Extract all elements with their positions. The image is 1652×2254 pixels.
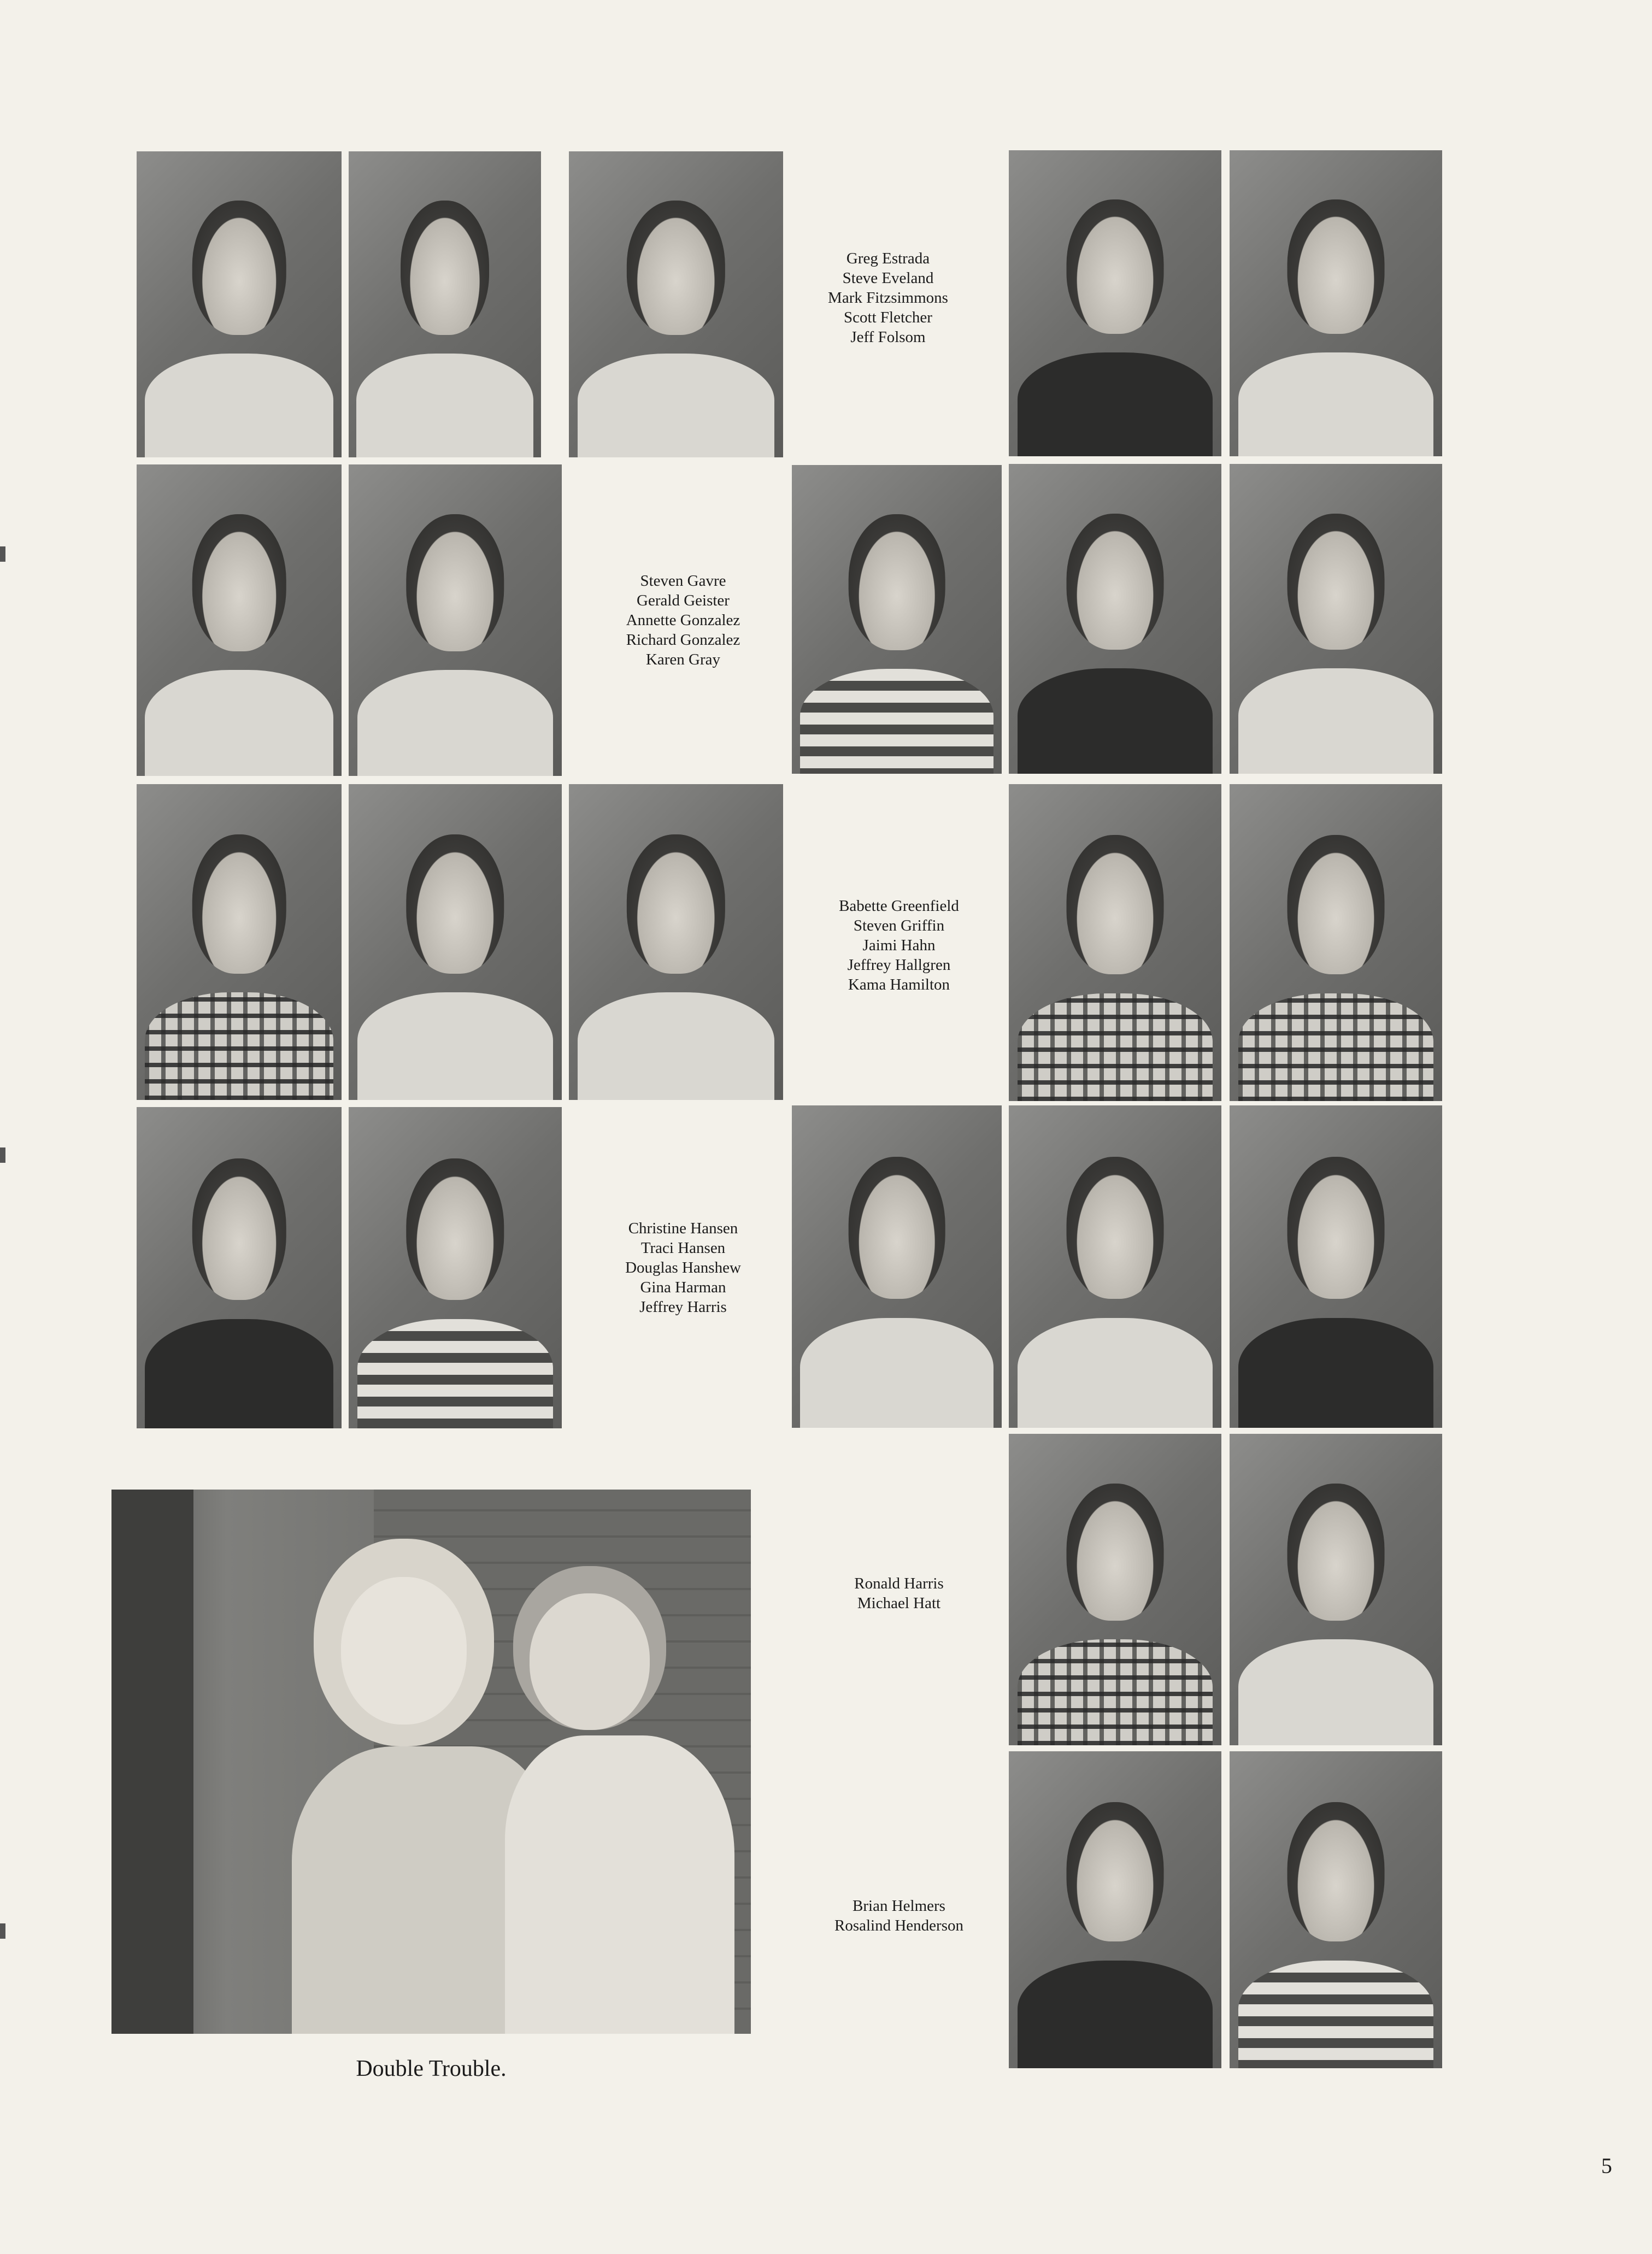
portrait-douglas-hanshew bbox=[792, 1105, 1002, 1428]
name-scott-fletcher: Scott Fletcher bbox=[844, 309, 932, 326]
portrait-mark-fitzsimmons bbox=[569, 151, 783, 457]
name-richard-gonzalez: Richard Gonzalez bbox=[626, 631, 740, 649]
name-steve-eveland: Steve Eveland bbox=[842, 269, 934, 287]
name-block-4 bbox=[579, 1219, 787, 1317]
portrait-gina-harman bbox=[1009, 1105, 1221, 1428]
binding-mark bbox=[0, 1147, 5, 1163]
portrait-christine-hansen bbox=[137, 1107, 342, 1428]
name-traci-hansen: Traci Hansen bbox=[640, 1239, 726, 1257]
portrait-jeffrey-harris bbox=[1230, 1105, 1442, 1428]
portrait-jeffrey-hallgren bbox=[1009, 784, 1221, 1101]
portrait-jeff-folsom bbox=[1230, 150, 1442, 456]
name-block-1 bbox=[792, 249, 984, 347]
name-karen-gray: Karen Gray bbox=[645, 651, 721, 668]
name-kama-hamilton: Kama Hamilton bbox=[848, 976, 950, 993]
portrait-karen-gray bbox=[1230, 464, 1442, 774]
portrait-scott-fletcher bbox=[1009, 150, 1221, 456]
name-douglas-hanshew: Douglas Hanshew bbox=[625, 1259, 741, 1276]
portrait-steven-gavre bbox=[137, 464, 342, 776]
portrait-steve-eveland bbox=[349, 151, 541, 457]
name-block-2 bbox=[579, 571, 787, 669]
name-block-6 bbox=[803, 1896, 995, 1935]
name-gina-harman: Gina Harman bbox=[640, 1279, 726, 1296]
binding-mark bbox=[0, 1923, 5, 1939]
name-block-3 bbox=[792, 896, 1006, 994]
name-babette-greenfield: Babette Greenfield bbox=[839, 897, 959, 915]
name-steven-gavre: Steven Gavre bbox=[640, 572, 726, 590]
name-block-5 bbox=[809, 1574, 989, 1613]
photo-caption: Double Trouble. bbox=[356, 2056, 507, 2081]
name-jeffrey-harris: Jeffrey Harris bbox=[639, 1298, 727, 1316]
name-jeffrey-hallgren: Jeffrey Hallgren bbox=[847, 956, 951, 974]
name-brian-helmers: Brian Helmers bbox=[853, 1897, 945, 1915]
portrait-kama-hamilton bbox=[1230, 784, 1442, 1101]
portrait-gerald-geister bbox=[349, 464, 562, 776]
portrait-richard-gonzalez bbox=[1009, 464, 1221, 774]
name-gerald-geister: Gerald Geister bbox=[637, 592, 730, 609]
portrait-greg-estrada bbox=[137, 151, 342, 457]
name-annette-gonzalez: Annette Gonzalez bbox=[626, 611, 740, 629]
name-rosalind-henderson: Rosalind Henderson bbox=[834, 1917, 963, 1934]
portrait-rosalind-henderson bbox=[1230, 1751, 1442, 2068]
portrait-traci-hansen bbox=[349, 1107, 562, 1428]
name-steven-griffin: Steven Griffin bbox=[853, 917, 945, 934]
candid-group-photo bbox=[111, 1490, 751, 2034]
name-ronald-harris: Ronald Harris bbox=[854, 1575, 944, 1592]
portrait-steven-griffin bbox=[349, 784, 562, 1100]
name-mark-fitzsimmons: Mark Fitzsimmons bbox=[828, 289, 948, 307]
name-jaimi-hahn: Jaimi Hahn bbox=[862, 937, 936, 954]
portrait-jaimi-hahn bbox=[569, 784, 783, 1100]
name-michael-hatt: Michael Hatt bbox=[857, 1594, 941, 1612]
portrait-ronald-harris bbox=[1009, 1434, 1221, 1745]
name-greg-estrada: Greg Estrada bbox=[846, 250, 930, 267]
portrait-babette-greenfield bbox=[137, 784, 342, 1100]
portrait-brian-helmers bbox=[1009, 1751, 1221, 2068]
portrait-michael-hatt bbox=[1230, 1434, 1442, 1745]
name-jeff-folsom: Jeff Folsom bbox=[850, 328, 926, 346]
portrait-annette-gonzalez bbox=[792, 465, 1002, 774]
name-christine-hansen: Christine Hansen bbox=[628, 1220, 738, 1237]
binding-mark bbox=[0, 546, 5, 562]
page-number: 5 bbox=[1601, 2153, 1612, 2178]
